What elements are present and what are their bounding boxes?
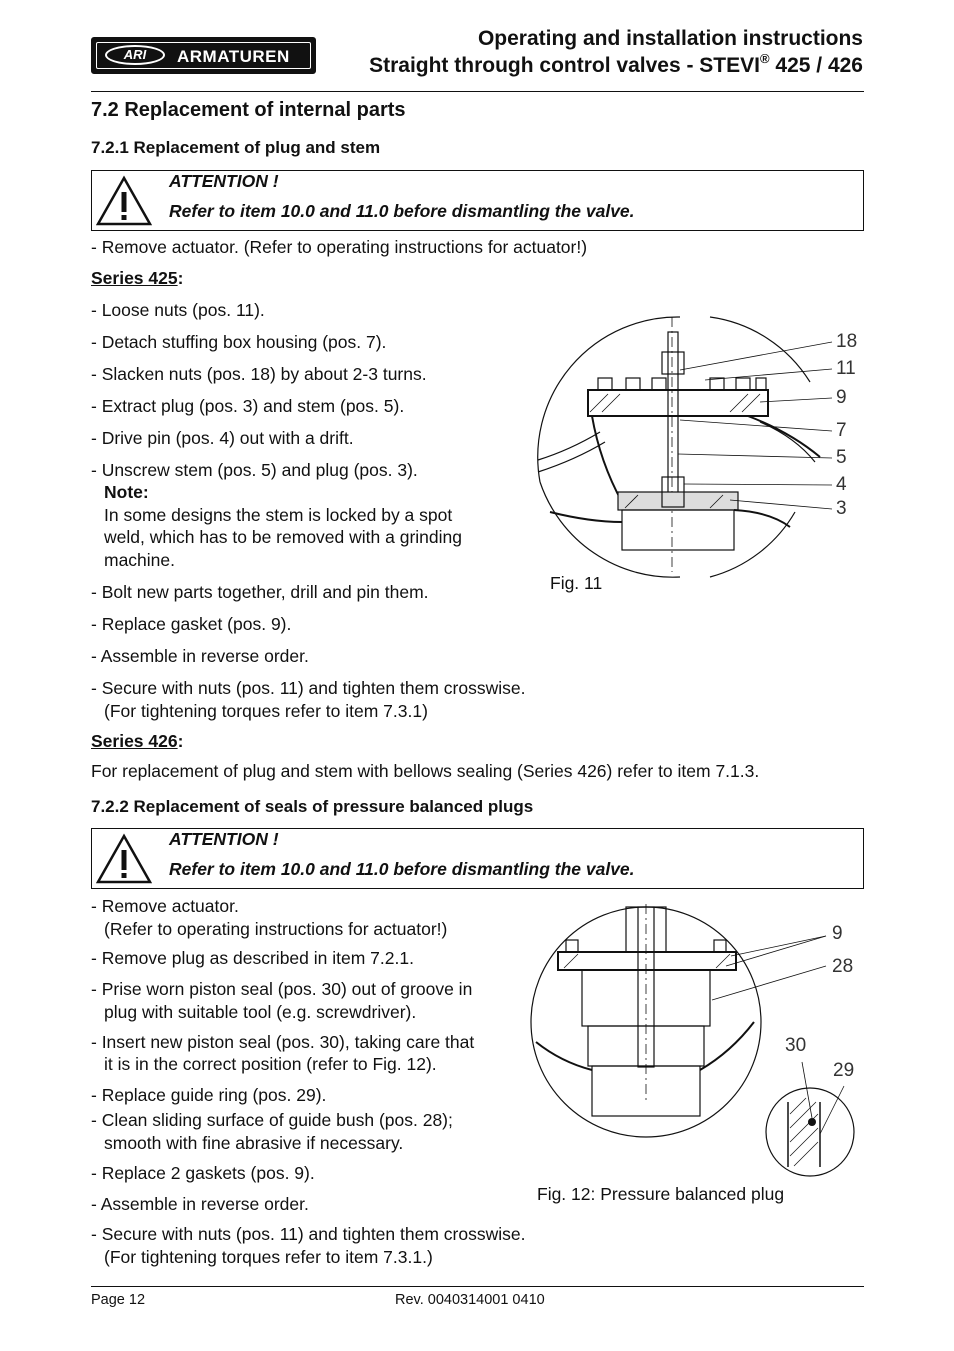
attention-box-721 <box>91 170 864 231</box>
torque-note: (For tightening torques refer to item 7.3.1) <box>104 701 428 721</box>
revision: Rev. 0040314001 0410 <box>395 1292 545 1308</box>
step-425: - Slacken nuts (pos. 18) by about 2-3 turns. <box>91 364 427 384</box>
callout-label: 3 <box>836 498 847 519</box>
fig12-caption: Fig. 12: Pressure balanced plug <box>537 1184 785 1204</box>
step-722: - Assemble in reverse order. <box>91 1194 309 1214</box>
callout-label: 7 <box>836 420 847 441</box>
step-722: - Insert new piston seal (pos. 30), taking care that <box>91 1032 475 1052</box>
attention-title: ATTENTION ! <box>169 829 279 849</box>
step-425: - Drive pin (pos. 4) out with a drift. <box>91 428 354 448</box>
step-425: - Extract plug (pos. 3) and stem (pos. 5). <box>91 396 405 416</box>
note-line: weld, which has to be removed with a grinding <box>104 527 462 547</box>
callout-label: 11 <box>836 358 856 379</box>
note-line: machine. <box>104 550 176 570</box>
series-426-text: For replacement of plug and stem with bellows sealing (Series 426) refer to item 7.1.3. <box>91 761 760 781</box>
step-425: - Detach stuffing box housing (pos. 7). <box>91 332 387 352</box>
doc-title-line1: Operating and installation instructions <box>477 27 863 50</box>
figure-12-valve-drawing <box>526 902 876 1187</box>
ari-logo-name: ARMATUREN <box>177 47 290 66</box>
step-722-cont: smooth with fine abrasive if necessary. <box>104 1133 404 1153</box>
warning-triangle-icon <box>96 832 152 886</box>
subsection-heading-721: 7.2.1 Replacement of plug and stem <box>91 138 381 157</box>
footer-rule <box>91 1286 864 1287</box>
fig12-callout-28: 28 <box>832 956 854 977</box>
fig11-caption: Fig. 11 <box>550 573 603 593</box>
page-number: Page 12 <box>91 1292 146 1308</box>
callout-label: 4 <box>836 474 847 495</box>
fig11-callouts <box>836 331 857 520</box>
callout-label: 5 <box>836 447 847 468</box>
doc-title-line2: Straight through control valves - STEVI® 425 / 426 <box>369 51 863 77</box>
note-line: In some designs the stem is locked by a spot <box>104 505 453 525</box>
step-722: - Replace guide ring (pos. 29). <box>91 1085 327 1105</box>
step-722-cont: plug with suitable tool (e.g. screwdriver). <box>104 1002 417 1022</box>
step-722: - Prise worn piston seal (pos. 30) out of groove in <box>91 979 473 999</box>
step-722: - Remove plug as described in item 7.2.1. <box>91 948 414 968</box>
step-722-cont: it is in the correct position (refer to Fig. 12). <box>104 1054 437 1074</box>
note-label: Note: <box>104 482 149 502</box>
step-425: - Unscrew stem (pos. 5) and plug (pos. 3). <box>91 460 418 480</box>
figure-11-valve-drawing <box>530 312 870 582</box>
attention-text: Refer to item 10.0 and 11.0 before dismantling the valve. <box>169 859 635 879</box>
callout-label: 9 <box>836 387 847 408</box>
intro-remove-actuator: - Remove actuator. (Refer to operating instructions for actuator!) <box>91 237 588 257</box>
fig12-callout-9: 9 <box>832 923 843 944</box>
series-426-label: Series 426: <box>91 731 184 751</box>
ari-logo <box>91 37 316 74</box>
fig12-callout-30: 30 <box>785 1035 807 1056</box>
step-425: - Loose nuts (pos. 11). <box>91 300 265 320</box>
step-722: - Replace 2 gaskets (pos. 9). <box>91 1163 315 1183</box>
warning-triangle-icon <box>96 174 152 228</box>
step-425: - Bolt new parts together, drill and pin them. <box>91 582 429 602</box>
step-425: - Secure with nuts (pos. 11) and tighten them crosswise. <box>91 678 526 698</box>
step-722-cont: (For tightening torques refer to item 7.3.1.) <box>104 1247 433 1267</box>
step-722-cont: (Refer to operating instructions for actuator!) <box>104 919 448 939</box>
section-heading: 7.2 Replacement of internal parts <box>91 99 406 121</box>
step-722: - Clean sliding surface of guide bush (pos. 28); <box>91 1110 453 1130</box>
header-rule <box>91 91 864 92</box>
subsection-heading-722: 7.2.2 Replacement of seals of pressure balanced plugs <box>91 797 534 816</box>
attention-title: ATTENTION ! <box>169 171 279 191</box>
step-425: - Replace gasket (pos. 9). <box>91 614 292 634</box>
step-722: - Secure with nuts (pos. 11) and tighten them crosswise. <box>91 1224 526 1244</box>
attention-box-722 <box>91 828 864 889</box>
step-425: - Assemble in reverse order. <box>91 646 309 666</box>
fig12-callout-29: 29 <box>833 1060 855 1081</box>
series-425-label: Series 425: <box>91 268 184 288</box>
attention-text: Refer to item 10.0 and 11.0 before dismantling the valve. <box>169 201 635 221</box>
step-722: - Remove actuator. <box>91 896 239 916</box>
callout-label: 18 <box>836 331 858 352</box>
ari-logo-mark: ARI <box>105 45 165 65</box>
